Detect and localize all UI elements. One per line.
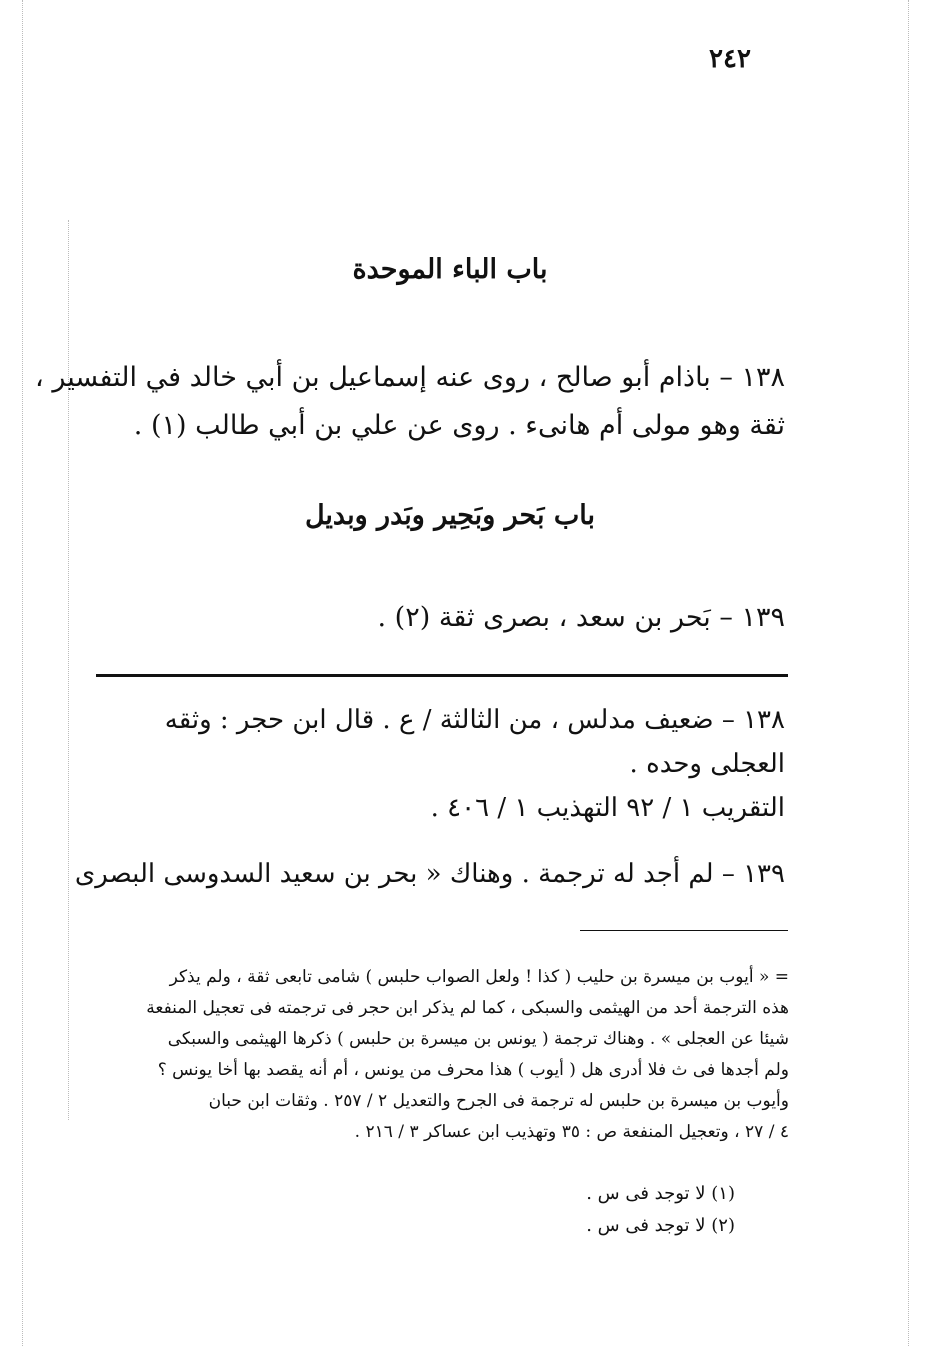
entry-138-line-2: ثقة وهو مولى أم هانىء . روى عن علي بن أبي طالب (١) . bbox=[133, 410, 785, 441]
continuation-note-line: = « أيوب بن ميسرة بن حليب ( كذا ! ولعل الصواب حلبس ) شامى تابعى ثقة ، ولم يذكر bbox=[169, 967, 789, 987]
commentary-138-line-1: ١٣٨ – ضعيف مدلس ، من الثالثة / ع . قال ابن حجر : وثقه bbox=[164, 705, 785, 735]
scan-edge-right bbox=[908, 0, 909, 1346]
entry-138 bbox=[35, 354, 785, 450]
scan-edge-left bbox=[22, 0, 23, 1346]
continuation-note-line: هذه الترجمة أحد من الهيثمى والسبكى ، كما لم يذكر ابن حجر فى ترجمته فى تعجيل المنفعة bbox=[146, 998, 789, 1018]
continuation-note-line: ٤ / ٢٧ ، وتعجيل المنفعة ص : ٣٥ وتهذيب ابن عساكر ٣ / ٢١٦ . bbox=[354, 1122, 789, 1142]
reference-2: (٢) لا توجد فى س . bbox=[586, 1215, 735, 1236]
entry-138-line-1: ١٣٨ – باذام أبو صالح ، روى عنه إسماعيل بن أبي خالد في التفسير ، bbox=[35, 362, 785, 393]
entry-139-line-1: ١٣٩ – بَحر بن سعد ، بصرى ثقة (٢) . bbox=[377, 602, 785, 633]
commentary-138 bbox=[165, 698, 785, 830]
continuation-note-line: وأيوب بن ميسرة بن حلبس له ترجمة فى الجرح والتعديل ٢ / ٢٥٧ . وثقات ابن حبان bbox=[208, 1091, 789, 1111]
section-heading-ba: باب الباء الموحدة bbox=[352, 254, 548, 285]
commentary-139 bbox=[75, 852, 785, 896]
commentary-139-line-1: ١٣٩ – لم أجد له ترجمة . وهناك « بحر بن سعيد السدوسى البصرى bbox=[74, 859, 785, 889]
short-separator-rule bbox=[580, 930, 788, 931]
section-heading-bahr: باب بَحر وبَحِير وبَدر وبديل bbox=[304, 500, 596, 531]
continuation-notes bbox=[89, 962, 789, 1148]
continuation-note-line: شيئا عن العجلى » . وهناك ترجمة ( يونس بن ميسرة بن حلبس ) ذكرها الهيثمى والسبكى bbox=[167, 1029, 789, 1049]
page-number: ٢٤٢ bbox=[709, 44, 751, 74]
reference-1: (١) لا توجد فى س . bbox=[586, 1183, 735, 1204]
continuation-note-line: ولم أجدها فى ث فلا أدرى هل ( أيوب ) هذا محرف من يونس ، أم أنه يقصد بها أخا يونس ؟ bbox=[157, 1060, 789, 1080]
commentary-138-line-3: التقريب ١ / ٩٢ التهذيب ١ / ٤٠٦ . bbox=[430, 793, 785, 823]
footnote-separator-rule bbox=[96, 674, 788, 677]
source-references bbox=[586, 1178, 735, 1242]
entry-139 bbox=[378, 594, 785, 642]
commentary-138-line-2: العجلى وحده . bbox=[629, 749, 785, 779]
